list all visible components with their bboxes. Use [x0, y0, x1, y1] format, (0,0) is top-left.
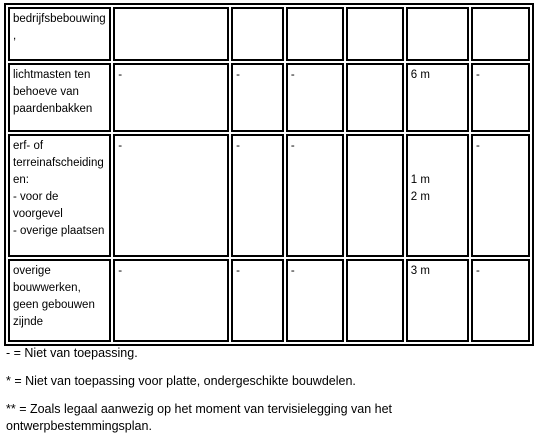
table-cell	[346, 259, 404, 342]
footnote-flat-roof: * = Niet van toepassing voor platte, ondergeschikte bouwdelen.	[6, 374, 356, 388]
table-cell	[286, 7, 344, 61]
table-cell	[346, 134, 404, 257]
footnotes	[6, 345, 534, 446]
table-cell: -	[113, 134, 229, 257]
table-cell: 3 m	[406, 259, 469, 342]
footnote-not-applicable: - = Niet van toepassing.	[6, 346, 138, 360]
table-row	[8, 134, 530, 257]
table-cell	[471, 7, 530, 61]
table-cell: -	[286, 259, 344, 342]
table-row	[8, 259, 530, 342]
table-row	[8, 7, 530, 61]
table-cell: lichtmasten ten behoeve van paardenbakken	[8, 63, 111, 132]
table-cell: erf- of terreinafscheiding en: - voor de voorgevel - overige plaatsen	[8, 134, 111, 257]
table-cell	[346, 63, 404, 132]
table-cell	[406, 7, 469, 61]
table-cell: -	[286, 63, 344, 132]
table-cell: -	[113, 63, 229, 132]
table-cell: -	[471, 259, 530, 342]
table-cell	[346, 7, 404, 61]
table-cell	[113, 7, 229, 61]
footnote-legally-present: ** = Zoals legaal aanwezig op het moment van tervisielegging van het ontwerpbestemmingsplan.	[6, 402, 392, 433]
table-cell: -	[471, 63, 530, 132]
table-cell: -	[471, 134, 530, 257]
table-row	[8, 63, 530, 132]
table-cell: 6 m	[406, 63, 469, 132]
table-cell: -	[231, 134, 284, 257]
table-cell	[231, 7, 284, 61]
table-cell: -	[231, 259, 284, 342]
table-cell: -	[286, 134, 344, 257]
table-cell: overige bouwwerken, geen gebouwen zijnde	[8, 259, 111, 342]
table-cell: bedrijfsbebouwing ,	[8, 7, 111, 61]
table-cell: -	[113, 259, 229, 342]
table-cell: 1 m 2 m	[406, 134, 469, 257]
table-cell: -	[231, 63, 284, 132]
regulations-table	[4, 3, 534, 346]
